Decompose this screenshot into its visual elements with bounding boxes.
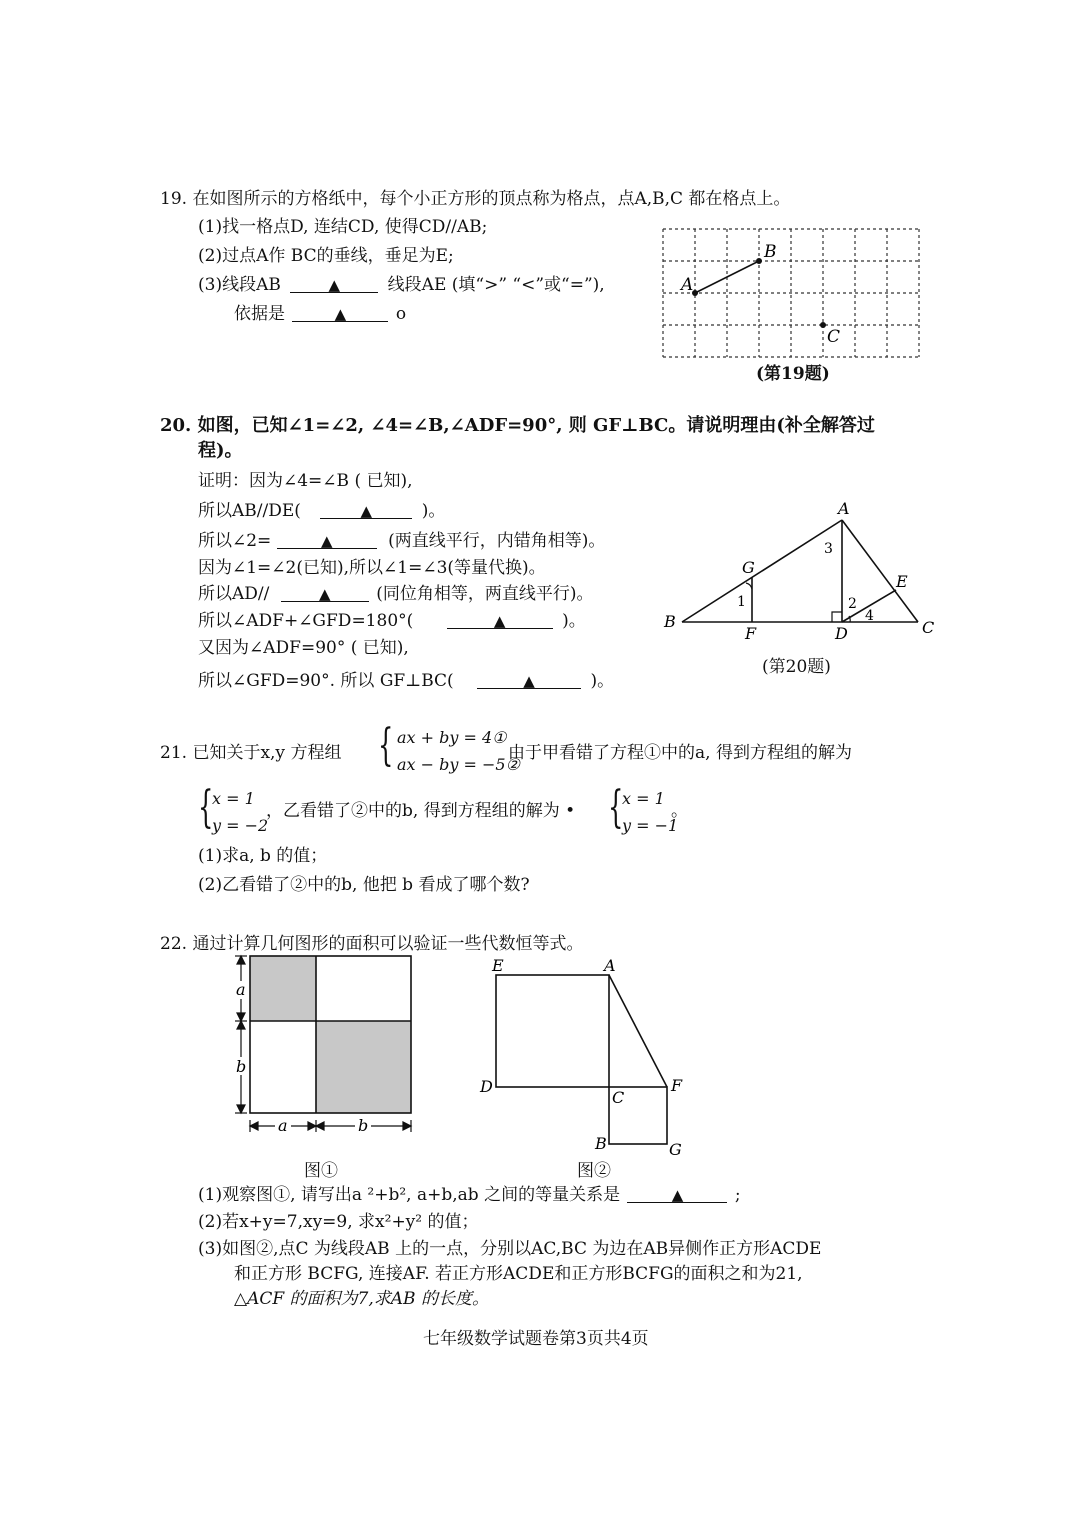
answer-blank[interactable]	[281, 583, 369, 602]
answer-blank[interactable]	[447, 610, 553, 629]
left-brace-icon: {	[198, 782, 214, 833]
answer-blank[interactable]	[477, 670, 581, 689]
q20-line5-lead: 所以AD//	[198, 584, 270, 604]
answer-blank[interactable]	[320, 500, 412, 519]
angle-label-3: 3	[824, 541, 833, 557]
segment-ba	[682, 520, 842, 622]
q22-part1	[198, 1184, 741, 1206]
segment-af	[609, 975, 667, 1087]
answer-blank[interactable]	[290, 274, 378, 293]
label-a-vertical: a	[236, 980, 246, 999]
q22-part3-line1: (3)如图②,点C 为线段AB 上的一点，分别以AC,BC 为边在AB异侧作正方形ACDE	[198, 1239, 822, 1259]
q21-sol2-y: y = −1	[622, 816, 679, 835]
q20-line6-tail: )。	[562, 611, 586, 631]
q21-eq2: ax − by = −5②	[397, 755, 520, 774]
q20-line7: 又因为∠ADF=90° ( 已知),	[198, 638, 409, 658]
arrow-icon	[237, 1105, 245, 1113]
label-e: E	[896, 572, 908, 591]
page-footer: 七年级数学试题卷第3页共4页	[423, 1329, 649, 1349]
answer-blank[interactable]	[627, 1184, 727, 1203]
q19-part1: (1)找一格点D, 连结CD, 使得CD//AB;	[198, 217, 488, 237]
right-angle-mark	[832, 612, 842, 622]
arrow-icon	[237, 956, 245, 964]
q22-part3-line3: △ACF 的面积为7,求AB 的长度。	[234, 1289, 489, 1309]
q22-fig1-caption: 图①	[304, 1161, 338, 1181]
arrow-icon	[316, 1122, 324, 1130]
q19-stem: 19. 在如图所示的方格纸中，每个小正方形的顶点称为格点，点A,B,C 都在格点上。	[160, 189, 791, 209]
square-acde	[496, 975, 609, 1087]
q22-fig2-squares	[478, 955, 698, 1160]
q22-part1-lead: (1)观察图①, 请写出a ²+b², a+b,ab 之间的等量关系是	[198, 1185, 621, 1205]
point-b	[756, 258, 762, 264]
q21-mid-text: ，乙看错了②中的b, 得到方程组的解为 •	[266, 801, 576, 821]
q20-line8-tail: )。	[590, 671, 615, 691]
label-c: C	[922, 618, 935, 637]
answer-blank[interactable]	[292, 303, 388, 322]
q22-part2: (2)若x+y=7,xy=9, 求x²+y² 的值；	[198, 1212, 479, 1232]
label-c: C	[827, 327, 841, 347]
angle4-arc	[849, 616, 850, 622]
label-e: E	[492, 956, 504, 975]
label-a: A	[604, 956, 616, 975]
grid-lines	[663, 229, 921, 357]
q22-stem: 22. 通过计算几何图形的面积可以验证一些代数恒等式。	[160, 934, 584, 954]
q19-part3-lead: (3)线段AB	[198, 275, 281, 295]
q21-part2: (2)乙看错了②中的b, 他把 b 看成了哪个数?	[198, 875, 530, 895]
q21-stem-lead: 21. 已知关于x,y 方程组	[160, 743, 342, 763]
q20-line4: 因为∠1=∠2(已知),所以∠1=∠3(等量代换)。	[198, 558, 546, 578]
q20-line2-tail: )。	[421, 501, 446, 521]
square-a	[250, 956, 316, 1021]
q20-caption: (第20题)	[762, 657, 831, 677]
q22-fig2-caption: 图②	[577, 1161, 611, 1181]
q21-end: 。	[671, 801, 688, 821]
q22-part1-tail: ;	[734, 1185, 741, 1205]
label-b: B	[595, 1134, 607, 1153]
label-b-vertical: b	[236, 1057, 247, 1076]
triangle-icon: ▲	[328, 276, 341, 294]
q20-line3-lead: 所以∠2=	[198, 531, 272, 551]
label-a-horizontal: a	[278, 1116, 288, 1135]
q20-stem: 20. 如图，已知∠1=∠2, ∠4=∠B,∠ADF=90°, 则 GF⊥BC。请说明理由(补全解答过	[160, 415, 875, 436]
q20-line8-lead: 所以∠GFD=90°. 所以 GF⊥BC(	[198, 671, 454, 691]
q19-part4	[234, 303, 406, 325]
triangle-icon: ▲	[493, 612, 506, 630]
q20-line2	[198, 500, 445, 522]
arrow-icon	[403, 1122, 411, 1130]
q21-sol2-x: x = 1	[622, 789, 665, 808]
q19-part2: (2)过点A作 BC的垂线，垂足为E;	[198, 246, 454, 266]
triangle-icon: ▲	[319, 585, 331, 603]
q21-stem-tail: 由于甲看错了方程①中的a, 得到方程组的解为	[508, 743, 852, 763]
label-a: A	[838, 499, 850, 518]
label-f: F	[745, 624, 757, 643]
label-b: B	[764, 242, 777, 262]
q19-part4-lead: 依据是	[234, 304, 285, 324]
point-c	[820, 322, 826, 328]
q20-line3-tail: (两直线平行，内错角相等)。	[388, 531, 606, 551]
q20-line8	[198, 670, 614, 692]
triangle-icon: ▲	[334, 305, 347, 323]
square-b	[316, 1021, 411, 1113]
q19-part3	[198, 274, 605, 296]
q20-stem-cont: 程)。	[198, 440, 243, 461]
q19-part3-tail: 线段AE (填“>” “<”或“=”),	[387, 275, 605, 295]
q21-eq1: ax + by = 4①	[397, 728, 507, 747]
q20-line5	[198, 583, 593, 605]
label-a: A	[681, 275, 694, 295]
label-f: F	[671, 1076, 683, 1095]
angle-label-2: 2	[848, 596, 857, 612]
q19-caption: (第19题)	[756, 364, 830, 384]
q21-sol1-x: x = 1	[212, 789, 255, 808]
q21-sol1-y: y = −2	[212, 816, 269, 835]
q20-line5-tail: (同位角相等，两直线平行)。	[376, 584, 594, 604]
q20-line3	[198, 530, 605, 552]
q19-part4-tail: o	[395, 304, 407, 324]
angle-label-4: 4	[865, 608, 874, 624]
q19-grid-figure	[660, 226, 924, 360]
q21-part1: (1)求a, b 的值；	[198, 846, 328, 866]
triangle-icon: ▲	[320, 532, 333, 550]
arrow-icon	[250, 1122, 258, 1130]
q20-triangle-figure	[660, 500, 940, 650]
label-d: D	[835, 624, 848, 643]
angle1-arc	[746, 583, 752, 589]
arrow-icon	[237, 1021, 245, 1029]
q20-line6-lead: 所以∠ADF+∠GFD=180°(	[198, 611, 414, 631]
label-b-horizontal: b	[358, 1116, 369, 1135]
label-g: G	[742, 558, 755, 577]
answer-blank[interactable]	[277, 530, 377, 549]
triangle-icon: ▲	[671, 1186, 684, 1204]
triangle-icon: ▲	[360, 502, 373, 520]
q22-fig1-squares	[225, 950, 425, 1142]
label-c: C	[612, 1088, 625, 1107]
q22-part3-line2: 和正方形 BCFG, 连接AF. 若正方形ACDE和正方形BCFG的面积之和为21,	[234, 1264, 803, 1284]
label-d: D	[480, 1077, 493, 1096]
label-g: G	[669, 1140, 682, 1159]
angle-label-1: 1	[737, 594, 746, 610]
q20-line6	[198, 610, 586, 632]
left-brace-icon: {	[378, 720, 394, 771]
left-brace-icon: {	[608, 782, 624, 833]
q20-line2-lead: 所以AB//DE(	[198, 501, 301, 521]
triangle-icon: ▲	[523, 672, 535, 690]
label-b: B	[664, 612, 676, 631]
q20-line1: 证明：因为∠4=∠B ( 已知),	[198, 471, 413, 491]
